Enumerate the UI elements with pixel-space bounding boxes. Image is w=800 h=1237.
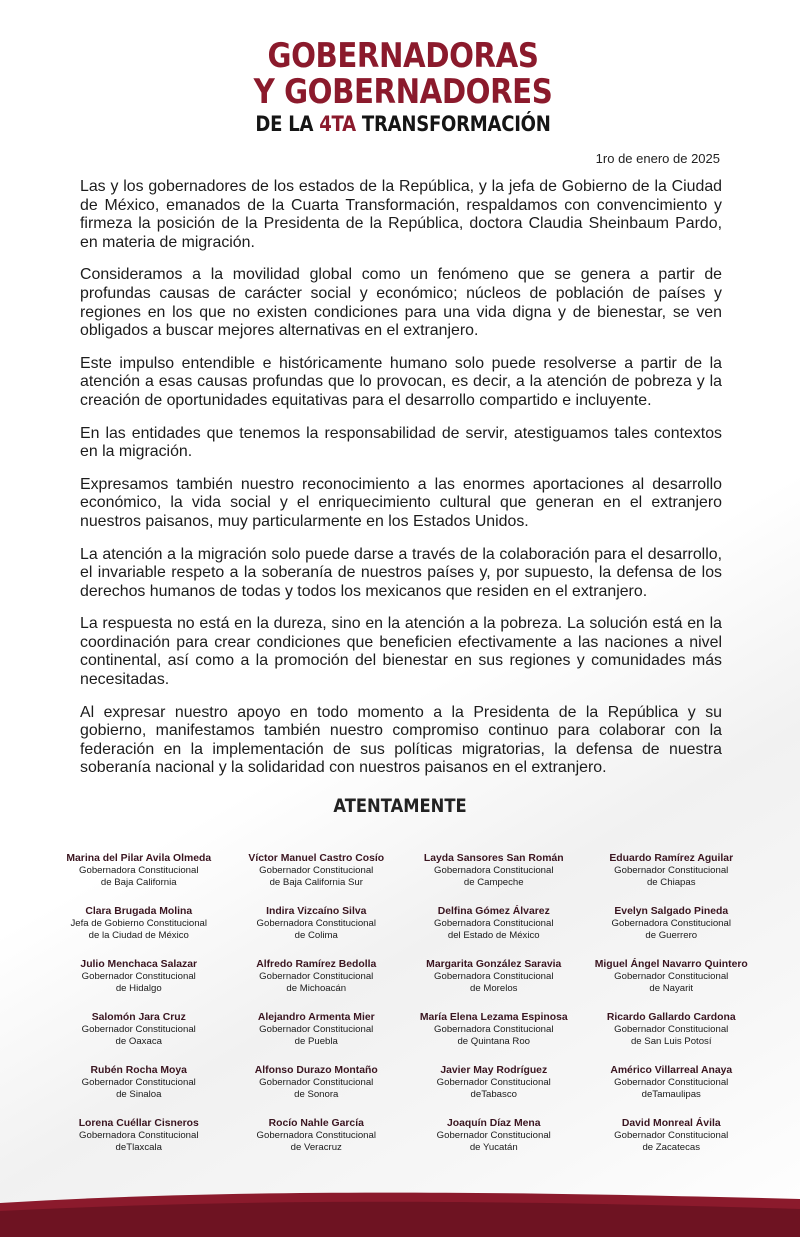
signatory-name: Víctor Manuel Castro Cosío — [248, 853, 385, 864]
signatory-name: Lorena Cuéllar Cisneros — [78, 1118, 199, 1129]
signatory-role: Jefa de Gobierno Constitucional — [70, 918, 208, 929]
signatory — [405, 958, 583, 1011]
signatory-name: Delfina Gómez Álvarez — [437, 906, 550, 917]
signatory — [228, 1117, 406, 1170]
paragraph: Este impulso entendible e históricamente humano solo puede resolverse a partir de la atención a esas causas profundas que lo provocan, es decir, a la atención de pobreza y la creación de oportunidades equitativas para el desarrollo compartido e incluyente. — [80, 354, 722, 409]
signatory-role: Gobernador Constitucional — [259, 1077, 374, 1088]
paragraph: La respuesta no está en la dureza, sino en la atención a la pobreza. La solución está en la coordinación para crear condiciones que beneficien efectivamente a las naciones a nivel continental, así como a la promoción del bienestar en sus regiones y comunidades más necesitadas. — [80, 615, 722, 689]
signatory — [583, 1011, 761, 1064]
signatory-name: Indira Vizcaíno Silva — [266, 906, 367, 917]
signatory-state: del Estado de México — [447, 929, 540, 941]
signatory-role: Gobernador Constitucional — [81, 1024, 196, 1035]
signatory-state: de Michoacán — [286, 982, 347, 994]
signatory-name: Miguel Ángel Navarro Quintero — [594, 959, 748, 970]
signatory — [50, 1117, 228, 1170]
signatory-state: de San Luis Potosí — [630, 1035, 712, 1047]
signatory-role: Gobernadora Constitucional — [434, 865, 554, 876]
subtitle-post: TRANSFORMACIÓN — [355, 112, 551, 136]
subtitle-line — [62, 112, 745, 136]
signatory-state: deTlaxcala — [115, 1141, 162, 1153]
signatory-state: deTabasco — [470, 1088, 517, 1100]
signatory-role: Gobernador Constitucional — [614, 865, 729, 876]
signatory — [405, 852, 583, 905]
signatory-role: Gobernadora Constitucional — [611, 918, 731, 929]
closing-heading: ATENTAMENTE — [333, 795, 467, 817]
signatory-state: de Quintana Roo — [457, 1035, 531, 1047]
paragraph: En las entidades que tenemos la responsabilidad de servir, atestiguamos tales contextos en la migración. — [80, 424, 722, 461]
signatory-role: Gobernador Constitucional — [614, 1024, 729, 1035]
signatory-role: Gobernador Constitucional — [81, 1077, 196, 1088]
signatory-state: de Veracruz — [290, 1141, 342, 1153]
signatory-name: Evelyn Salgado Pineda — [614, 906, 729, 917]
signatory-role: Gobernador Constitucional — [81, 971, 196, 982]
signatory-role: Gobernador Constitucional — [614, 1077, 729, 1088]
signatory-name: David Monreal Ávila — [621, 1118, 721, 1129]
signatory-role: Gobernadora Constitucional — [434, 1024, 554, 1035]
signatory-name: Alfonso Durazo Montaño — [254, 1065, 378, 1076]
signatory-role: Gobernador Constitucional — [436, 1077, 551, 1088]
signatory-state: de Puebla — [294, 1035, 338, 1047]
signatory-state: de Colima — [294, 929, 338, 941]
signatory-name: Salomón Jara Cruz — [91, 1012, 186, 1023]
signatory-state: de Yucatán — [469, 1141, 518, 1153]
signatory — [50, 1064, 228, 1117]
signatory-state: de Guerrero — [645, 929, 698, 941]
signatory-state: de Morelos — [470, 982, 518, 994]
signatory — [405, 1011, 583, 1064]
signatory-state: de la Ciudad de México — [88, 929, 189, 941]
letter-body — [80, 178, 722, 792]
signatory-state: de Baja California — [100, 876, 177, 888]
signatory-role: Gobernador Constitucional — [436, 1130, 551, 1141]
signatory-name: Alfredo Ramírez Bedolla — [256, 959, 377, 970]
paragraph: Al expresar nuestro apoyo en todo momento a la Presidenta de la República y su gobierno, manifestamos también nuestro compromiso continuo para colaborar con la federación en la implementación de sus políticas migratorias, la defensa de nuestra soberanía nacional y la solidaridad con nuestros paisanos en el extranjero. — [80, 703, 722, 777]
signatory-name: Rocío Nahle García — [268, 1118, 364, 1129]
signatory — [228, 1064, 406, 1117]
signatory — [405, 1117, 583, 1170]
signatory — [50, 905, 228, 958]
signatory-name: Clara Brugada Molina — [85, 906, 193, 917]
signatory-state: de Sinaloa — [116, 1088, 162, 1100]
signatory — [50, 958, 228, 1011]
signatory-name: Layda Sansores San Román — [423, 853, 564, 864]
signatory-role: Gobernadora Constitucional — [79, 1130, 199, 1141]
paragraph: Expresamos también nuestro reconocimiento a las enormes aportaciones al desarrollo económico, la vida social y el enriquecimiento cultural que generan en el extranjero nuestros paisanos, muy particularmente en los Estados Unidos. — [80, 475, 722, 530]
signatory-state: de Chiapas — [646, 876, 696, 888]
signatory-name: Marina del Pilar Avila Olmeda — [66, 853, 212, 864]
signatory-name: Ricardo Gallardo Cardona — [606, 1012, 736, 1023]
signatory — [228, 905, 406, 958]
signatory-role: Gobernador Constitucional — [259, 971, 374, 982]
signatory — [228, 852, 406, 905]
signatory-role: Gobernadora Constitucional — [256, 918, 376, 929]
signatory-role: Gobernadora Constitucional — [434, 918, 554, 929]
signatory-name: Alejandro Armenta Mier — [257, 1012, 375, 1023]
signatory — [583, 1064, 761, 1117]
signatories-grid — [50, 852, 760, 1170]
signatory-name: Javier May Rodríguez — [440, 1065, 548, 1076]
title-line-2: Y GOBERNADORES — [253, 72, 553, 112]
paragraph: Las y los gobernadores de los estados de la República, y la jefa de Gobierno de la Ciudad de México, emanados de la Cuarta Transformación, respaldamos con convencimiento y firmeza la posición de la Presidenta de la República, doctora Claudia Sheinbaum Pardo, en materia de migración. — [80, 178, 722, 251]
signatory — [583, 958, 761, 1011]
paragraph: Consideramos a la movilidad global como un fenómeno que se genera a partir de profundas causas de carácter social y económico; núcleos de población de países y regiones en los que no existen condiciones para una vida digna y de bienestar, se ven obligados a buscar mejores alternativas en el extranjero. — [80, 266, 722, 340]
signatory — [228, 958, 406, 1011]
signatory — [583, 905, 761, 958]
signatory-role: Gobernadora Constitucional — [434, 971, 554, 982]
signatory-name: Margarita González Saravia — [426, 959, 562, 970]
paragraph: La atención a la migración solo puede darse a través de la colaboración para el desarrollo, el invariable respeto a la soberanía de nuestros países y, por supuesto, la defensa de los derechos humanos de todas y todos los mexicanos que residen en el extranjero. — [80, 545, 722, 600]
signatory-name: Rubén Rocha Moya — [90, 1065, 187, 1076]
document-date: 1ro de enero de 2025 — [595, 151, 720, 166]
footer-wave-band — [0, 1185, 800, 1237]
signatory — [583, 1117, 761, 1170]
signatory-name: Eduardo Ramírez Aguilar — [609, 853, 734, 864]
letterhead — [0, 38, 800, 136]
signatory-state: de Zacatecas — [642, 1141, 701, 1153]
signatory-role: Gobernador Constitucional — [259, 1024, 374, 1035]
signatory-role: Gobernador Constitucional — [614, 1130, 729, 1141]
signatory-state: de Campeche — [463, 876, 524, 888]
signatory-name: Joaquín Díaz Mena — [446, 1118, 541, 1129]
title-line-1: GOBERNADORAS — [267, 36, 539, 76]
subtitle-pre: DE LA — [255, 112, 320, 136]
signatory-name: Julio Menchaca Salazar — [80, 959, 198, 970]
signatory-role: Gobernadora Constitucional — [79, 865, 199, 876]
signatory — [50, 852, 228, 905]
signatory — [228, 1011, 406, 1064]
signatory-name: Américo Villarreal Anaya — [610, 1065, 733, 1076]
signatory-state: de Nayarit — [649, 982, 694, 994]
signatory-name: María Elena Lezama Espinosa — [419, 1012, 568, 1023]
signatory-role: Gobernador Constitucional — [259, 865, 374, 876]
signatory-state: de Baja California Sur — [269, 876, 363, 888]
signatory — [50, 1011, 228, 1064]
subtitle-highlight: 4TA — [319, 112, 356, 136]
signatory-state: de Hidalgo — [115, 982, 162, 994]
signatory — [583, 852, 761, 905]
signatory-role: Gobernadora Constitucional — [256, 1130, 376, 1141]
signatory-state: de Sonora — [294, 1088, 339, 1100]
signatory — [405, 905, 583, 958]
signatory-state: de Oaxaca — [115, 1035, 162, 1047]
signatory-state: deTamaulipas — [641, 1088, 701, 1100]
signatory — [405, 1064, 583, 1117]
signatory-role: Gobernador Constitucional — [614, 971, 729, 982]
